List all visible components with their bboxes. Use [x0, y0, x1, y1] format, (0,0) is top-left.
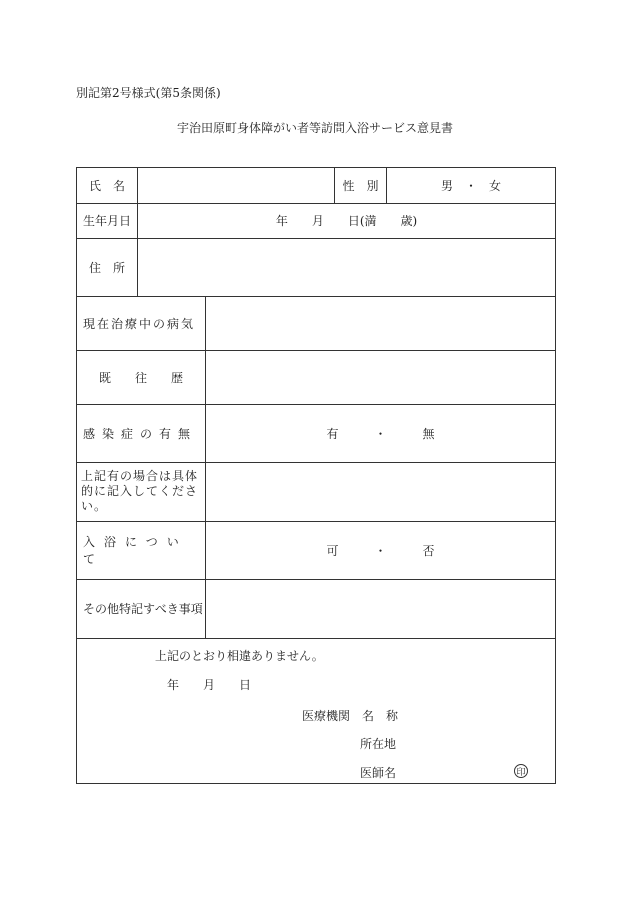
location-label: 所在地 — [360, 737, 397, 751]
certification-statement: 上記のとおり相違ありません。 — [155, 649, 324, 663]
institution-name-label: 医療機関 名 称 — [302, 709, 399, 723]
infection-details-field[interactable] — [206, 463, 555, 520]
medical-history-field[interactable] — [206, 351, 555, 403]
medical-history-label: 既 往 歴 — [98, 370, 183, 385]
doctor-name-label: 医師名 — [360, 766, 397, 780]
infection-options[interactable]: 有 ・ 無 — [326, 426, 435, 441]
bathing-options[interactable]: 可 ・ 否 — [326, 543, 435, 558]
gender-options[interactable]: 男 ・ 女 — [440, 179, 501, 193]
seal-mark-icon: 印 — [514, 764, 528, 778]
name-label: 氏 名 — [88, 179, 125, 193]
address-label: 住 所 — [88, 260, 125, 275]
other-remarks-field[interactable] — [206, 580, 555, 637]
other-remarks-label: その他特記すべき事項 — [83, 602, 203, 616]
certification-date[interactable]: 年 月 日 — [167, 678, 252, 692]
infection-label: 感染症の有無 — [83, 426, 198, 441]
name-field[interactable] — [138, 169, 333, 202]
birth-date-field[interactable]: 年 月 日(満 歳) — [275, 214, 418, 228]
birth-date-label: 生年月日 — [82, 214, 131, 228]
opinion-form-table — [76, 167, 556, 784]
gender-label: 性 別 — [342, 179, 379, 193]
row-divider — [77, 638, 555, 639]
address-field[interactable] — [138, 239, 555, 295]
current-illness-label: 現在治療中の病気 — [83, 316, 196, 331]
current-illness-field[interactable] — [206, 297, 555, 349]
form-number-note: 別記第2号様式(第5条関係) — [76, 86, 221, 100]
document-title: 宇治田原町身体障がい者等訪問入浴サービス意見書 — [176, 121, 453, 135]
infection-details-label: 上記有の場合は具体的に記入してください。 — [81, 469, 199, 513]
bathing-label: 入浴について — [83, 535, 188, 566]
